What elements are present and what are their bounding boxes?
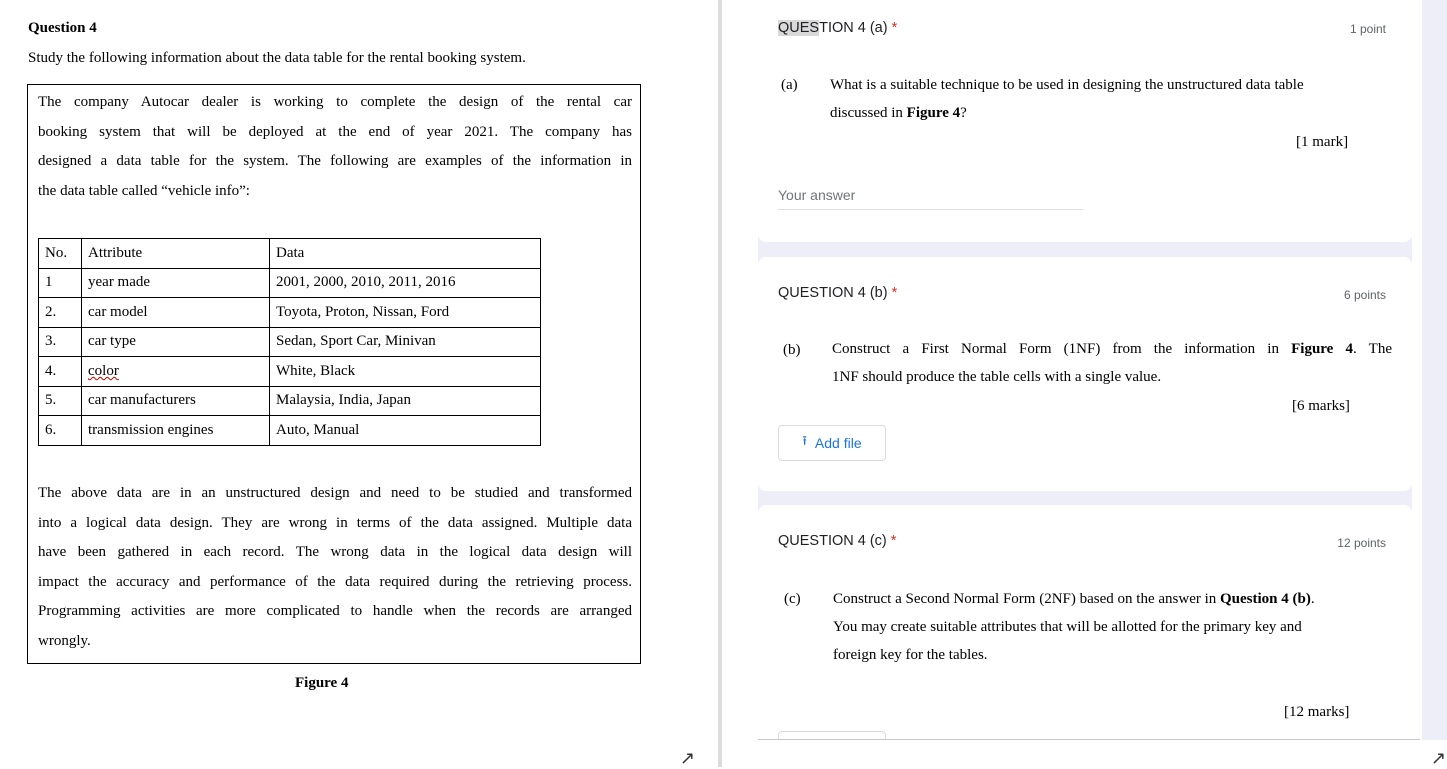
header-text: QUESTION 4 (c) [778,533,887,549]
required-mark: * [890,533,897,549]
paragraph-2-line: Programming activities are more complicated to handle when the records are arranged [38,603,632,620]
question-intro: Study the following information about the data table for the rental booking system. [28,50,526,66]
paragraph-2-line: have been gathered in each record. The wrong data in the logical data design will [38,544,632,561]
required-mark: * [891,20,898,36]
paragraph-2-line: The above data are in an unstructured design and need to be studied and transformed [38,485,632,501]
question-text [830,71,1390,127]
paragraph-2-line: impact the accuracy and performance of the data required during the retrieving process. [38,573,632,590]
table-cell: 2. [39,298,82,328]
table-cell: 5. [39,386,82,416]
text-part: . [1310,591,1315,607]
question-header [778,533,896,549]
header-highlight: QUES [778,20,820,36]
header-cell: Attribute [82,239,270,269]
marks-label: [6 marks] [1292,398,1350,414]
text-part: . The [1353,341,1392,357]
points-label: 12 points [1337,536,1386,550]
figure-caption: Figure 4 [295,675,349,691]
question-label: (a) [781,77,798,93]
table-row [39,386,541,416]
table-cell: transmission engines [82,416,270,446]
marks-label: [12 marks] [1284,704,1350,720]
question-header [778,285,897,301]
table-cell: 1 [39,268,82,298]
table-cell: Sedan, Sport Car, Minivan [270,327,541,357]
table-cell: Malaysia, India, Japan [270,386,541,416]
table-cell: 3. [39,327,82,357]
question-text-line: What is a suitable technique to be used in designing the unstructured data table [830,77,1304,93]
table-cell: White, Black [270,357,541,387]
question-text-line: You may create suitable attributes that will be allotted for the primary key and [833,619,1302,635]
question-header [778,20,897,36]
header-text: TION 4 (a) [819,20,888,36]
vehicle-info-table [38,238,541,446]
form-pane [722,0,1447,767]
answer-input[interactable]: Your answer [778,187,1083,210]
table-header-row [39,239,541,269]
question-text [833,585,1393,669]
points-label: 1 point [1349,22,1386,36]
points-label: 6 points [1343,288,1386,302]
text-bold: Question 4 (b) [1220,591,1311,607]
table-cell: car model [82,298,270,328]
question-text-line [833,585,1393,613]
figure-box [27,84,641,664]
paragraph-2 [38,479,632,657]
paragraph-2-line: wrongly. [38,632,91,649]
paragraph-1-line: designed a data table for the system. The following are examples of the information in [38,153,632,170]
table-cell: year made [82,268,270,298]
question-title: Question 4 [28,20,97,36]
table-cell: Auto, Manual [270,416,541,446]
question-label: (b) [783,342,801,358]
table-row [39,298,541,328]
scrollbar[interactable] [1412,0,1422,740]
paragraph-1-line: the data table called “vehicle info”: [38,182,250,199]
table-row [39,357,541,387]
required-mark: * [891,285,898,301]
paragraph-2-line: into a logical data design. They are wrong in terms of the data assigned. Multiple data [38,514,632,531]
header-cell: No. [39,239,82,269]
question-text-line [830,99,1390,127]
table-cell: 4. [39,357,82,387]
table-cell: 2001, 2000, 2010, 2011, 2016 [270,268,541,298]
question-text-line: foreign key for the tables. [833,647,988,663]
resize-handle-icon[interactable]: ↗ [680,748,696,769]
text-part: Construct a First Normal Form (1NF) from the information in [832,341,1292,357]
text-bold: Figure 4 [906,105,961,121]
question-card-c [758,505,1412,767]
table-cell: car manufacturers [82,386,270,416]
upload-icon: ⭱ [802,434,807,449]
text-part: discussed in [830,105,907,121]
header-cell: Data [270,239,541,269]
question-text-line: 1NF should produce the table cells with a single value. [832,369,1162,385]
document-pane [0,0,718,767]
table-row [39,416,541,446]
text-bold: Figure 4 [1291,341,1354,357]
table-row [39,268,541,298]
paragraph-1 [38,88,632,206]
table-row [39,327,541,357]
question-label: (c) [784,591,801,607]
table-cell: Toyota, Proton, Nissan, Ford [270,298,541,328]
question-text [832,335,1392,391]
header-text: QUESTION 4 (b) [778,285,888,301]
table-cell [82,357,270,387]
paragraph-1-line: The company Autocar dealer is working to complete the design of the rental car [38,94,632,110]
add-file-label: Add file [814,435,862,451]
viewport-edge [758,739,1420,740]
table-cell: 6. [39,416,82,446]
resize-handle-icon[interactable]: ↗ [1431,748,1447,767]
text-part: ? [960,105,967,121]
question-text-line [832,335,1392,363]
table-cell: car type [82,327,270,357]
paragraph-1-line: booking system that will be deployed at the end of year 2021. The company has [38,123,632,140]
spellcheck-word: color [88,362,119,379]
viewport-bottom [722,740,1447,767]
question-card-a [758,0,1412,242]
add-file-button[interactable] [778,425,886,461]
marks-label: [1 mark] [1296,134,1349,150]
question-card-b [758,257,1412,491]
text-part: Construct a Second Normal Form (2NF) based on the answer in [833,591,1221,607]
